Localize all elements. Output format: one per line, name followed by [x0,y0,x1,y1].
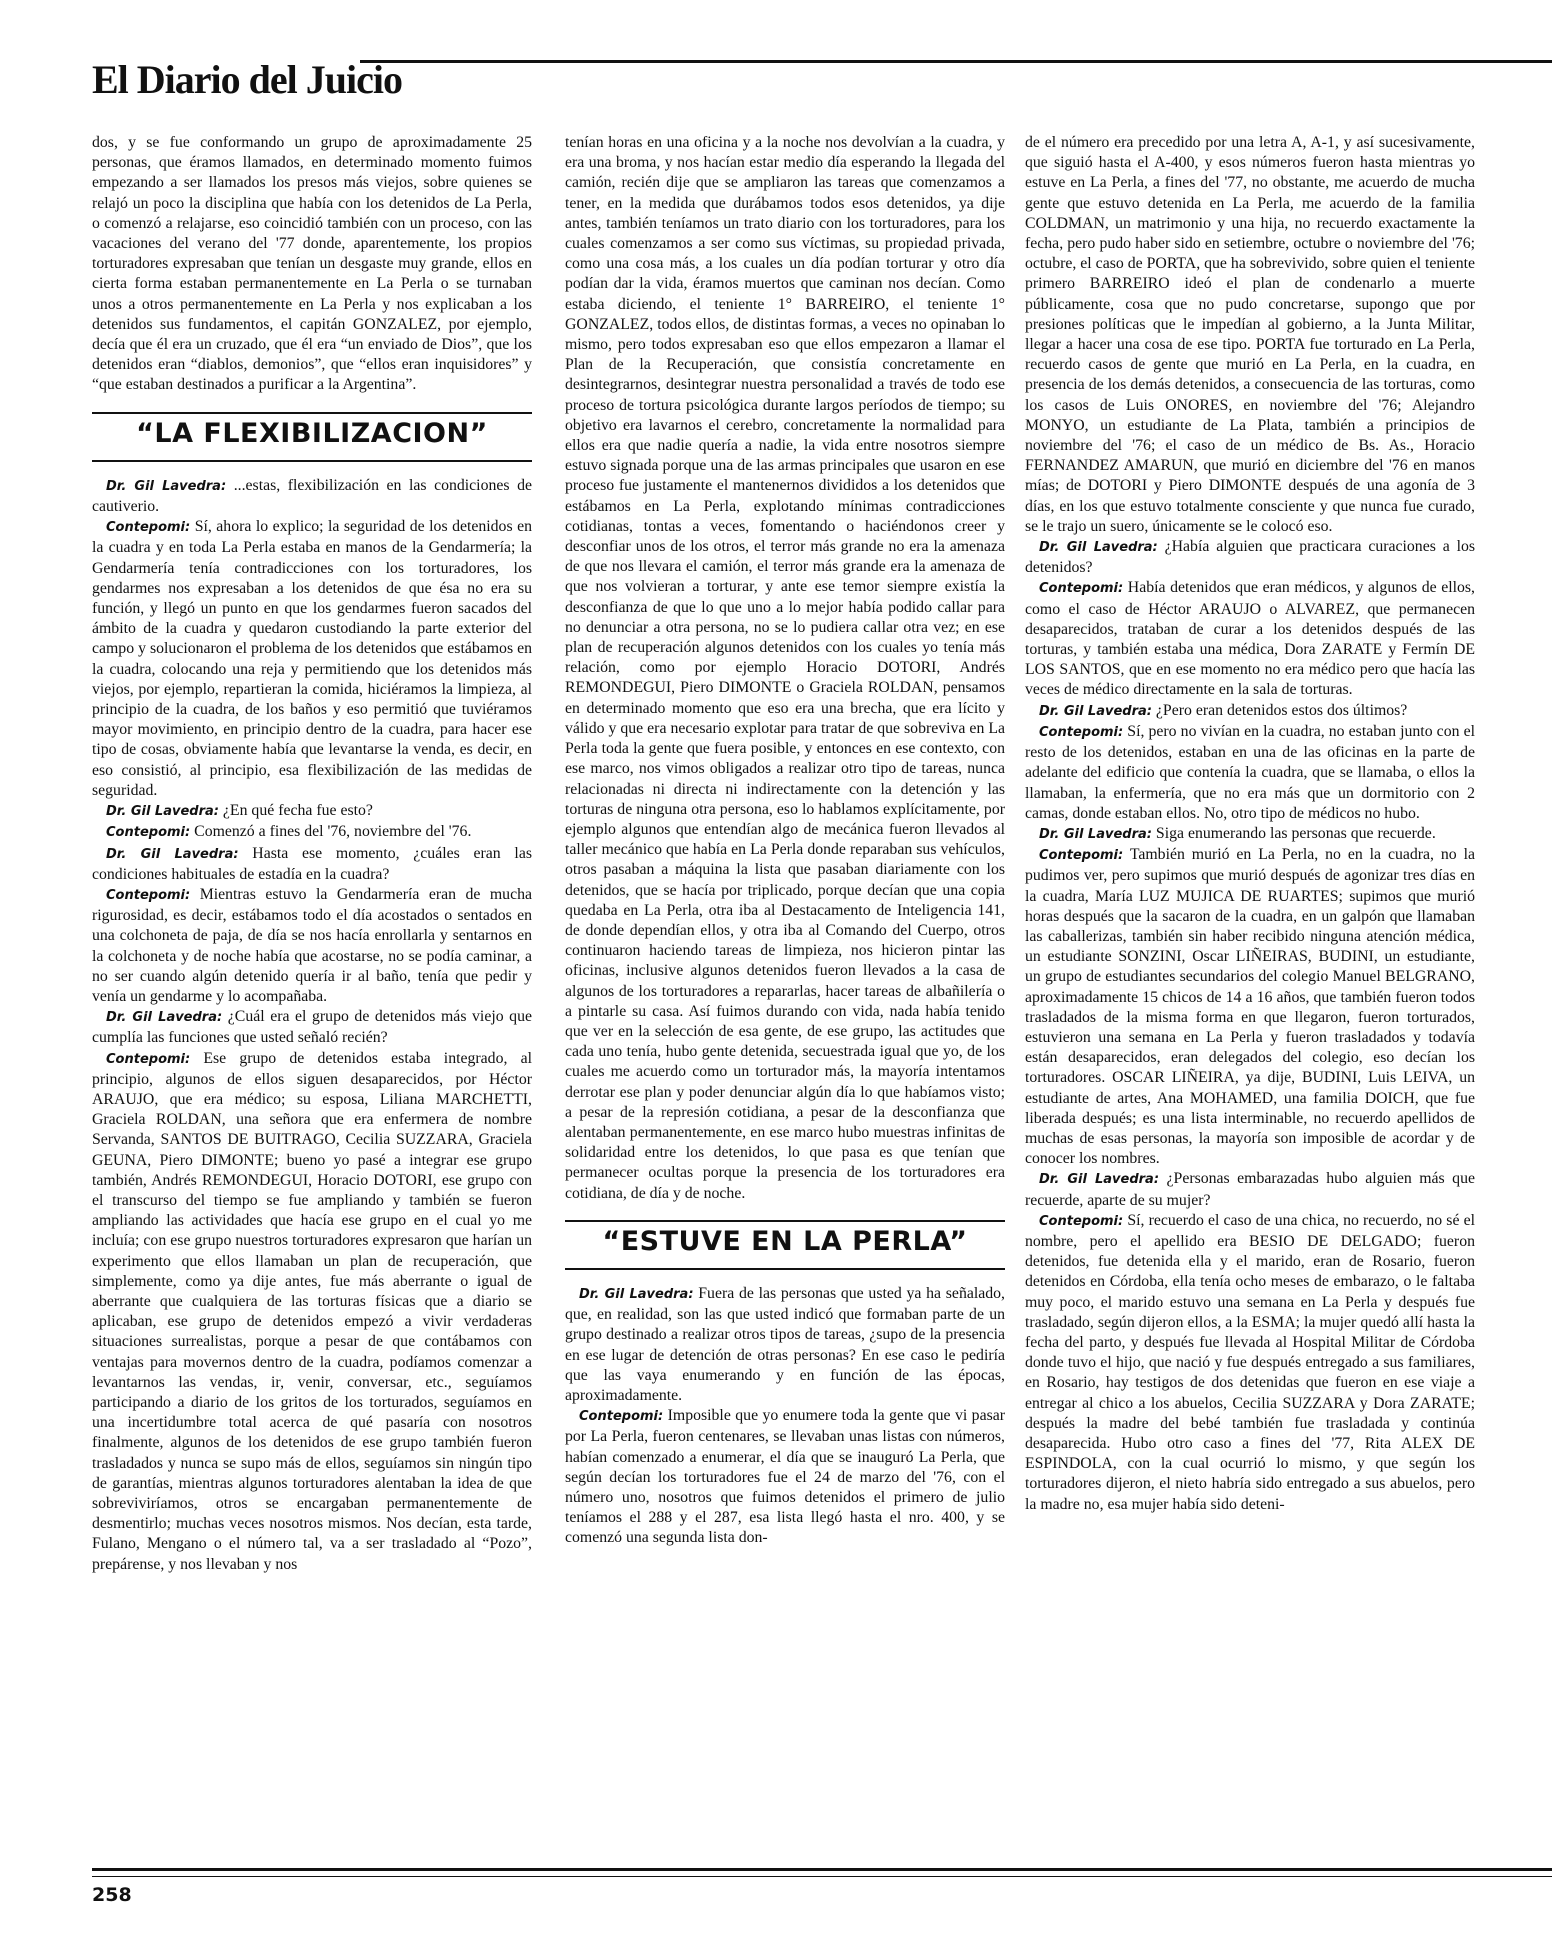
speaker-label: Dr. Gil Lavedra: [1039,826,1152,842]
answer-paragraph [92,822,532,843]
answer-paragraph [92,885,532,1007]
speaker-label: Contepomi: [1039,724,1124,740]
answer-paragraph [565,1406,1005,1548]
answer-paragraph [1025,722,1475,824]
question-text: Siga enumerando las personas que recuerde. [1155,824,1436,842]
answer-paragraph [92,517,532,801]
question-text: ¿Había alguien que practicara curaciones a los detenidos? [1025,538,1475,577]
speaker-label: Contepomi: [106,825,191,841]
footer-rule-thin [92,1876,1552,1877]
answer-text: Sí, ahora lo explico; la seguridad de los detenidos en la cuadra y en toda La Perla estaba en manos de la Gendarmería; la Gendarmería tenía contradicciones con los torturadores, los gendarmes nos expresaban a los detenidos de que ésa no era su función, y llegó un punto en que los gendarmes fueron sacados del ámbito de la cuadra y quedaron custodiando la parte exterior del campo y solucionaron el problema de los detenidos que estábamos en la cuadra, colocando una reja y permitiendo que los detenidos más viejos, por ejemplo, repartieran la comida, hiciéramos la limpieza, al principio de la cuadra, de los baños y eso permitió que tuviéramos mayor movimiento, en principio dentro de la cuadra, para hacer ese tipo de cosas, obviamente había que levantarse la venda, es decir, en eso consistió, al principio, esa flexibilización de las medidas de seguridad. [92,518,532,799]
paragraph: dos, y se fue conformando un grupo de aproximadamente 25 personas, que éramos llamados, en determinado momento fuimos empezando a ser llamados los presos más viejos, sobre quienes se relajó un poco la disciplina que había con los detenidos de La Perla, o comenzó a relajarse, eso coincidió también con un proceso, con las vacaciones del verano del '77 donde, aparentemente, los propios torturadores expresaban que tenían un desgaste muy grande, ellos en cierta forma estaban permanentemente en La Perla o se turnaban unos a otros permanentemente en La Perla y nos explicaban a los detenidos sus fundamentos, el capitán GONZALEZ, por ejemplo, decía que él era un cruzado, que él era “un enviado de Dios”, que los detenidos eran “diablos, demonios”, que “ellos eran inquisidores” y “que estaban destinados a purificar a la Argentina”. [92,134,532,394]
question-text: ¿Cuál era el grupo de detenidos más viejo que cumplía las funciones que usted señaló recién? [92,1008,532,1047]
publication-title: El Diario del Juicio [92,57,402,102]
page-number: 258 [92,1884,132,1906]
answer-text: Imposible que yo enumere toda la gente que vi pasar por La Perla, fueron centenares, se llevaban unas listas con números, habían comenzado a enumerar, el día que se inauguró La Perla, que según decían los torturadores fue el 24 de marzo del '76, con el número uno, nosotros que fuimos detenidos el primero de julio teníamos el 288 y el 287, esa lista llegó hasta el nro. 400, y se comenzó una segunda lista don- [565,1407,1005,1547]
speaker-label: Dr. Gil Lavedra: [106,1010,223,1026]
question-text: ¿En qué fecha fue esto? [222,802,373,820]
answer-text: También murió en La Perla, no en la cuadra, no la pudimos ver, pero supimos que murió después de agonizar tres días en la cuadra, María LUZ MUJICA DE RUARTES; supimos que murió horas después que la sacaron de la cuadra, en un galpón que llamaban las caballerizas, también sin haber recibido ninguna atención médica, un estudiante SONZINI, Oscar LIÑEIRAS, BUDINI, un estudiante, un grupo de estudiantes secundarios del colegio Manuel BELGRANO, aproximadamente 15 chicos de 14 a 16 años, que también fueron todos trasladados de la misma forma en que llegaron, fueron torturados, estuvieron una semana en La Perla y fueron trasladados y todavía están desaparecidos, eran delegados del colegio, eso decían los torturadores. OSCAR LIÑEIRA, ya dije, BUDINI, Luis LEIVA, un estudiante de artes, Ana MOHAMED, una familia DOICH, que fue liberada después; es una lista interminable, no recuerdo apellidos de muchas de esas personas, la mayoría son imposible de acordar y de conocer los nombres. [1025,846,1475,1168]
question-text: Hasta ese momento, ¿cuáles eran las condiciones habituales de estadía en la cuadra? [92,844,532,883]
speaker-label: Dr. Gil Lavedra: [1039,703,1152,719]
question-paragraph [92,476,532,517]
section-heading-box [565,1220,1005,1270]
section-heading-estuve-en-la-perla: “ESTUVE EN LA PERLA” [602,1225,968,1257]
speaker-label: Contepomi: [106,520,191,536]
question-paragraph [1025,537,1475,578]
speaker-label: Contepomi: [106,1051,191,1067]
question-text: ¿Personas embarazadas hubo alguien más que recuerde, aparte de su mujer? [1025,1170,1475,1209]
masthead [92,50,1552,108]
footer-rule [92,1868,1552,1871]
answer-paragraph [1025,845,1475,1169]
answer-paragraph [1025,1211,1475,1515]
question-text: ...estas, flexibilización en las condiciones de cautiverio. [92,476,532,516]
speaker-label: Dr. Gil Lavedra: [106,846,239,862]
answer-paragraph [92,1049,532,1575]
speaker-label: Contepomi: [1039,581,1124,597]
question-paragraph [92,844,532,885]
question-text: ¿Pero eran detenidos estos dos últimos? [1155,701,1408,719]
speaker-label: Contepomi: [579,1409,664,1425]
speaker-label: Dr. Gil Lavedra: [1039,1172,1160,1188]
question-paragraph [92,801,532,822]
answer-paragraph [1025,578,1475,700]
paragraph: tenían horas en una oficina y a la noche nos devolvían a la cuadra, y era una broma, y nos hacían estar medio día esperando la llegada del camión, recién dije que se ampliaron las tareas que comenzamos a tener, en la medida que durábamos todos esos detenidos, ya dije antes, también teníamos un trato diario con los torturadores, para los cuales comenzamos a ser como sus víctimas, su propiedad privada, como una cosa más, a los cuales un día podían torturar y otro día podían dar la vida, éramos muertos que caminan nos decían. Como estaba diciendo, el teniente 1° BARREIRO, el teniente 1° GONZALEZ, todos ellos, de distintas formas, a veces no opinaban lo mismo, pero todos expresaban eso que ellos empezaron a llamar el Plan de la Recuperación, que consistía concretamente en desintegrarnos, desintegrar nuestra personalidad a través de todo ese proceso de tortura psicológica durante largos períodos de tiempo; su objetivo era lavarnos el cerebro, concretamente la normalidad para ellos era que nadie quería a nadie, la vida entre nosotros siempre estuvo signada porque una de las armas principales que usaron en ese proceso fue justamente el mantenernos divididos a los detenidos que estábamos en La Perla, explotando mínimas contradicciones cotidianas, tontas a veces, fomentando o haciéndonos creer y desconfiar unos de los otros, el terror más grande no era la amenaza de que nos llevara el camión, el terror más grande era la amenaza de que nos volvieran a torturar, y ante ese temor siempre existía la desconfianza de que lo que uno a lo mejor había podido callar para no denunciar a otra persona, no se lo pudiera callar otra vez; en ese plan de recuperación algunos detenidos con los cuales yo tenía más relación, como por ejemplo Horacio DOTORI, Andrés REMONDEGUI, Piero DIMONTE o Graciela ROLDAN, pensamos en determinado momento que eso era una brecha, que era lícito y válido y que era necesario explotar para tratar de que sobreviva en La Perla toda la gente que fuera posible, y entonces en ese contexto, con ese marco, nos vimos obligados a realizar otro tipo de tareas, nunca relacionadas ni directa ni indirectamente con la detención y las torturas de ninguna otra persona, eso lo hablamos explícitamente, por ejemplo algunos que entendían algo de mecánica fueron llevados al taller mecánico que había en La Perla donde reparaban sus vehículos, otros pasaban a máquina la lista que pasaban diariamente con los detenidos, que se hacía por triplicado, porque decían que una copia quedaba en La Perla, otra iba al Destacamento de Inteligencia 141, de donde dependían ellos, y otra iba al Comando del Cuerpo, otros continuaron haciendo tareas de limpieza, nos hicieron pintar las oficinas, inclusive algunos detenidos fueron llevados a la casa de algunos de los torturadores a repararlas, hacer tareas de albañilería o a pintarle su casa. Así fuimos durando con vida, nada había tenido que ver en la selección de esa gente, de ese grupo, las actitudes que cada uno tenía, hubo gente detenida, secuestrada igual que yo, de los cuales me acuerdo como un torturador más, la mayoría intentamos derrotar ese plan y poder denunciar algún día lo que habíamos visto; a pesar de la represión cotidiana, a pesar de la desconfianza que alentaban permanentemente, en ese marco hubo muestras infinitas de solidaridad entre los detenidos, lo que pasa es que tenían que permanecer ocultas porque la presencia de los torturadores era cotidiana, de día y de noche. [565,134,1005,1202]
paragraph: de el número era precedido por una letra A, A-1, y así sucesivamente, que siguió hasta el A-400, y esos números fueron hasta mientras yo estuve en La Perla, a fines del '77, no obstante, me acuerdo de mucha gente que estuvo detenida en La Perla, me acuerdo de la familia COLDMAN, un matrimonio y una hija, no recuerdo exactamente la fecha, pero pudo haber sido en setiembre, octubre o noviembre del '76; octubre, el caso de PORTA, que ha sobrevivido, sobre quien el teniente primero BARREIRO ideó el plan de condenarlo a muerte públicamente, cosa que no pudo concretarse, supongo que por presiones políticas que le impedían al gobierno, a la Junta Militar, llegar a hacer una cosa de ese tipo. PORTA fue torturado en La Perla, recuerdo casos de gente que murió en La Perla, en la cuadra, en presencia de los demás detenidos, a consecuencia de las torturas, como los casos de Luis ONORES, en noviembre del '76; Alejandro MONYO, un estudiante de La Plata, también a principios de noviembre del '76; el caso de un médico de Bs. As., Horacio FERNANDEZ AMARUN, que murió en diciembre del '76 en manos mías; de DOTORI y Piero DIMONTE después de una agonía de 3 días, en los que estuvo totalmente consciente y que nunca fue curado, se le trajo un suero, únicamente se le colocó eso. [1025,134,1475,535]
question-paragraph [1025,701,1475,722]
question-paragraph [92,1007,532,1048]
speaker-label: Dr. Gil Lavedra: [1039,540,1158,556]
question-paragraph [1025,824,1475,845]
answer-text: Sí, recuerdo el caso de una chica, no recuerdo, no sé el nombre, pero el apellido era BESIO DE DELGADO; fueron detenidos, fue detenida ella y el marido, eran de Rosario, fueron detenidos en Córdoba, ella tenía ocho meses de embarazo, o le faltaba muy poco, el marido estuvo una semana en La Perla y después fue trasladado, según dijeron ellos, a la ESMA; la mujer quedó allí hasta la fecha del parto, y después fue llevada al Hospital Militar de Córdoba donde tuvo el hijo, que nació y fue después entregado a sus familiares, en Rosario, hay testigos de dos detenidas que fueron en ese viaje a entregar al chico a los abuelos, Cecilia SUZZARA y Dora ZARATE; después la madre del bebé también fue trasladada y continúa desaparecida. Hubo otro caso a fines del '77, Rita ALEX DE ESPINDOLA, con la cual ocurrió lo mismo, y que según los torturadores dijeron, el nieto habría sido entregado a sus abuelos, pero la madre no, esa mujer había sido deteni- [1025,1211,1475,1513]
answer-text: Había detenidos que eran médicos, y algunos de ellos, como el caso de Héctor ARAUJO o ALVAREZ, que permanecen desaparecidos, trataban de curar a los detenidos después de las torturas, y también estaba una médica, Dora ZARATE y Fermín DE LOS SANTOS, que en ese momento no era médico pero que hacía las veces de médico directamente en la sala de torturas. [1025,579,1476,699]
speaker-label: Contepomi: [1039,848,1124,864]
answer-text: Sí, pero no vivían en la cuadra, no estaban junto con el resto de los detenidos, estaban en una de las oficinas en la parte de adelante del edificio que contenía la cuadra, que se llamaba, o ellos la llamaban, la enfermería, que no era más que un dormitorio con 2 camas, donde estaban ellos. No, otro tipo de médicos no hubo. [1025,722,1475,822]
speaker-label: Contepomi: [106,887,191,903]
speaker-label: Dr. Gil Lavedra: [106,478,227,494]
speaker-label: Contepomi: [1039,1213,1124,1229]
section-heading-flexibilizacion: “LA FLEXIBILIZACION” [136,417,488,449]
answer-text: Mientras estuvo la Gendarmería eran de mucha rigurosidad, es decir, estábamos todo el día acostados o sentados en una colchoneta de paja, de día se nos hacía enrollarla y sentarnos en la colchoneta y de noche había que acostarse, no se podía caminar, a no ser cuando algún detenido quería ir al baño, tenía que pedir y venía un gendarme y lo acompañaba. [92,885,532,1005]
section-heading-box [92,412,532,462]
column-2 [565,133,1005,1549]
masthead-rule [360,60,1552,63]
column-3 [1025,133,1475,1515]
column-1 [92,133,532,1575]
question-paragraph [1025,1169,1475,1210]
question-text: Fuera de las personas que usted ya ha señalado, que, en realidad, son las que usted indicó que formaban parte de un grupo destinado a realizar otros tipos de tareas, ¿supo de la presencia en ese lugar de detención de otras personas? En ese caso le pediría que las vaya enumerando y en función de las épocas, aproximadamente. [565,1284,1005,1404]
answer-text: Ese grupo de detenidos estaba integrado, al principio, algunos de ellos siguen desaparecidos, por Héctor ARAUJO, que era médico; su esposa, Liliana MARCHETTI, Graciela ROLDAN, una señora que era enfermera de nombre Servanda, SANTOS DE BUITRAGO, Cecilia SUZZARA, Graciela GEUNA, Piero DIMONTE; bueno yo pasé a integrar ese grupo también, Andrés REMONDEGUI, Horacio DOTORI, ese grupo con el transcurso del tiempo se fue ampliando y también se fueron ampliando las actividades que hacía ese grupo en el cual yo me incluía; con ese grupo nuestros torturadores expresaron que harían un experimento que ellos llamaban un plan de recuperación, que simplemente, como ya dije antes, fue más aberrante o igual de aberrante que cualquiera de las torturas físicas que a diario se aplicaban, ese grupo de detenidos empezó a vivir verdaderas situaciones surrealistas, porque a pesar de que contábamos con ventajas para movernos dentro de la cuadra, podíamos comenzar a levantarnos las vendas, ir, venir, conversar, etc., seguíamos participando a diario de los gritos de los torturados, seguíamos en una incertidumbre total acerca de qué pasaría con nosotros finalmente, algunos de los detenidos de ese grupo también fueron trasladados y nunca se supo más de ellos, seguíamos sin ningún tipo de garantías, mientras algunos torturadores alentaban la idea de que sobreviviríamos, otros se encargaban permanentemente de desmentirlo; muchas veces nosotros mismos. Nos decían, esta tarde, Fulano, Mengano o el número tal, va a ser trasladado al “Pozo”, prepárense, y nos llevaban y nos [92,1049,532,1573]
answer-text: Comenzó a fines del '76, noviembre del '76. [194,823,472,841]
speaker-label: Dr. Gil Lavedra: [106,804,219,820]
speaker-label: Dr. Gil Lavedra: [579,1286,694,1302]
question-paragraph [565,1284,1005,1406]
